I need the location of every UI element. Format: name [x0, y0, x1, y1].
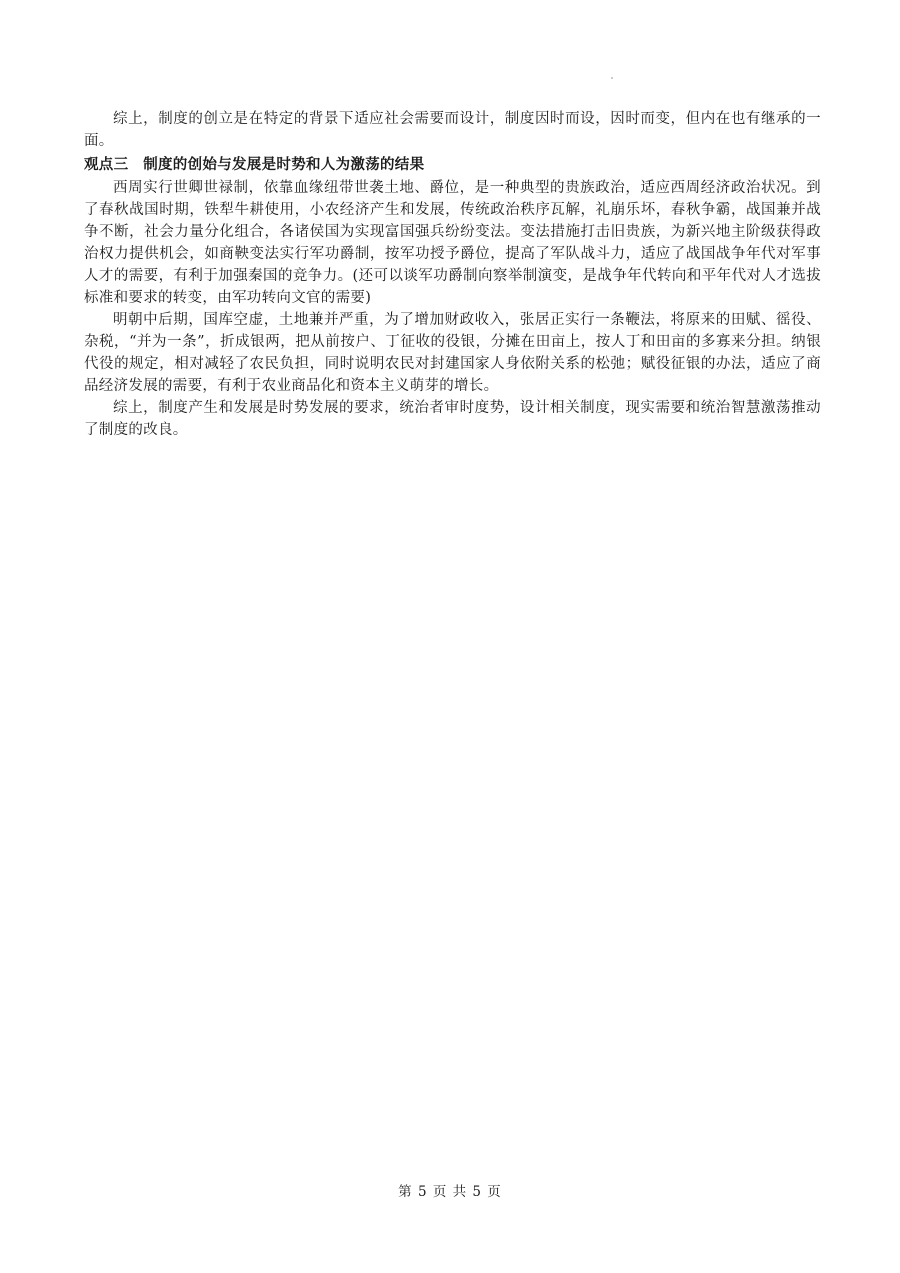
page-number-footer: 第 5 页 共 5 页: [398, 1184, 502, 1200]
scan-artifact-dot: [611, 77, 613, 79]
document-body: [84, 108, 821, 441]
paragraph-western-zhou: 西周实行世卿世禄制，依靠血缘纽带世袭土地、爵位，是一种典型的贵族政治，适应西周经济政治状况。到了春秋战国时期，铁犁牛耕使用，小农经济产生和发展，传统政治秩序瓦解，礼崩乐坏，春秋争霸，战国兼并战争不断，社会力量分化组合，各诸侯国为实现富国强兵纷纷变法。变法措施打击旧贵族，为新兴地主阶级获得政治权力提供机会，如商鞅变法实行军功爵制，按军功授予爵位，提高了军队战斗力，适应了战国战争年代对军事人才的需要，有利于加强秦国的竞争力。(还可以谈军功爵制向察举制演变，是战争年代转向和平年代对人才选拔标准和要求的转变，由军功转向文官的需要): [84, 180, 821, 306]
summary-paragraph: 综上，制度的创立是在特定的背景下适应社会需要而设计，制度因时而设，因时而变，但内在也有继承的一面。: [84, 111, 821, 149]
paragraph-ming-dynasty: 明朝中后期，国库空虚，土地兼并严重，为了增加财政收入，张居正实行一条鞭法，将原来的田赋、徭役、杂税，“并为一条”，折成银两，把从前按户、丁征收的役银，分摊在田亩上，按人丁和田亩的多寡来分担。纳银代役的规定，相对减轻了农民负担，同时说明农民对封建国家人身依附关系的松弛；赋役征银的办法，适应了商品经济发展的需要，有利于农业商品化和资本主义萌芽的增长。: [84, 312, 821, 394]
section-heading-viewpoint-three: 观点三 制度的创始与发展是时势和人为激荡的结果: [84, 157, 425, 173]
paragraph-conclusion: 综上，制度产生和发展是时势发展的要求，统治者审时度势，设计相关制度，现实需要和统治智慧激荡推动了制度的改良。: [84, 400, 821, 438]
